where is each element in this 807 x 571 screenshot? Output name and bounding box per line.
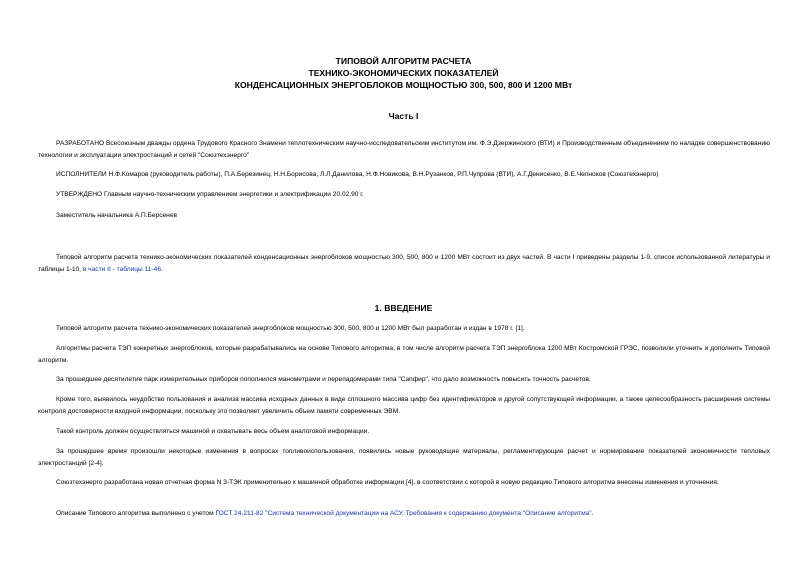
intro-text: Типовой алгоритм расчета технико-экономических показателей конденсационных энергоблоков мощностью 300, 500, 800 и 1200 МВт состоит из двух частей. В части I приведены разделы 1-9, список использованной литературы и таблицы 1-10, bbox=[38, 254, 770, 273]
part-2-link[interactable]: в части II - таблицы 11-46 bbox=[82, 265, 161, 273]
section-paragraph-7: Союзтехэнерго разработана новая отчетная форма N 3-ТЭК применительно к машинной обработке информации [4], в соответствии с которой в новую редакцию Типового алгоритма внесены изменения и уточнения. bbox=[56, 479, 719, 486]
section-paragraph-1: Типовой алгоритм расчета технико-экономических показателей энергоблоков мощностью 300, 500, 800 и 1200 МВт был разработан и издан в 1978 г. [1]. bbox=[56, 325, 525, 332]
section-title: 1. ВВЕДЕНИЕ bbox=[374, 303, 433, 313]
section-paragraph-5: Такой контроль должен осуществляться машиной и охватывать весь объем аналоговой информации. bbox=[56, 428, 370, 435]
section-paragraph-2: Алгоритмы расчета ТЭП конкретных энергоблоков, которые разрабатывались на основе Типового алгоритма, в том числе алгоритм расчета ТЭП энергоблока 1200 МВт Костромской ГРЭС, позволили уточнить и дополнить Типовой алгоритм. bbox=[38, 345, 770, 364]
paragraph-8-text: Описание Типового алгоритма выполнено с учетом bbox=[56, 510, 216, 517]
deputy-paragraph: Заместитель начальника А.П.Берсенев bbox=[56, 212, 177, 219]
intro-text-end: . bbox=[160, 265, 163, 273]
title-line-3: КОНДЕНСАЦИОННЫХ ЭНЕРГОБЛОКОВ МОЩНОСТЬЮ 300, 500, 800 И 1200 МВт bbox=[234, 80, 573, 90]
section-paragraph-3: За прошедшее десятилетие парк измерительных приборов пополнился манометрами и перепадомерами типа "Сапфир", что дало возможность повысить точность расчетов. bbox=[56, 376, 591, 383]
intro-paragraph bbox=[38, 252, 770, 275]
title-line-1: ТИПОВОЙ АЛГОРИТМ РАСЧЕТА bbox=[335, 56, 472, 66]
gost-link[interactable]: ГОСТ 24.211-82 "Система технической документации на АСУ. Требования к содержанию документа "Описание алгоритма" bbox=[215, 510, 592, 517]
document-title bbox=[0, 55, 807, 91]
performers-paragraph: ИСПОЛНИТЕЛИ Н.Ф.Комаров (руководитель работы), П.А.Березинец, Н.Н.Борисова, Л.Л.Данилова, Н.Ф.Новикова, В.Н.Рузанков, Р.П.Чупрова (ВТИ), А.Г.Денисенко, В.Е.Челноков (Союзтехэнерго) bbox=[56, 171, 659, 178]
section-paragraph-4: Кроме того, выявилось неудобство пользования и анализа массива исходных данных в виде сплошного массива цифр без идентификаторов и другой сопутствующей информации, а также целесообразность расширения системы контроля достоверности входной информации, поскольку это позволяет увеличить объем памяти современных ЭВМ. bbox=[38, 396, 770, 415]
approved-paragraph: УТВЕРЖДЕНО Главным научно-техническим управлением энергетики и электрификации 20.02.90 г. bbox=[56, 191, 364, 198]
part-heading: Часть I bbox=[388, 111, 419, 121]
title-line-2: ТЕХНИКО-ЭКОНОМИЧЕСКИХ ПОКАЗАТЕЛЕЙ bbox=[308, 68, 499, 78]
paragraph-8-end: . bbox=[591, 510, 594, 517]
developed-paragraph: РАЗРАБОТАНО Всесоюзным дважды ордена Трудового Красного Знамени теплотехническим научно-исследовательским институтом им. Ф.Э.Дзержинского (ВТИ) и Производственным объединением по наладке совершенствованию технологии и эксплуатации электростанций и сетей "Союзтехэнерго" bbox=[38, 140, 770, 159]
section-paragraph-6: За прошедшее время произошли некоторые изменения в вопросах топливоиспользования, появились новые руководящие материалы, регламентирующие расчет и нормирование показателей экономичности тепловых электростанций [2-4]. bbox=[38, 448, 770, 467]
section-paragraph-8 bbox=[38, 508, 770, 520]
